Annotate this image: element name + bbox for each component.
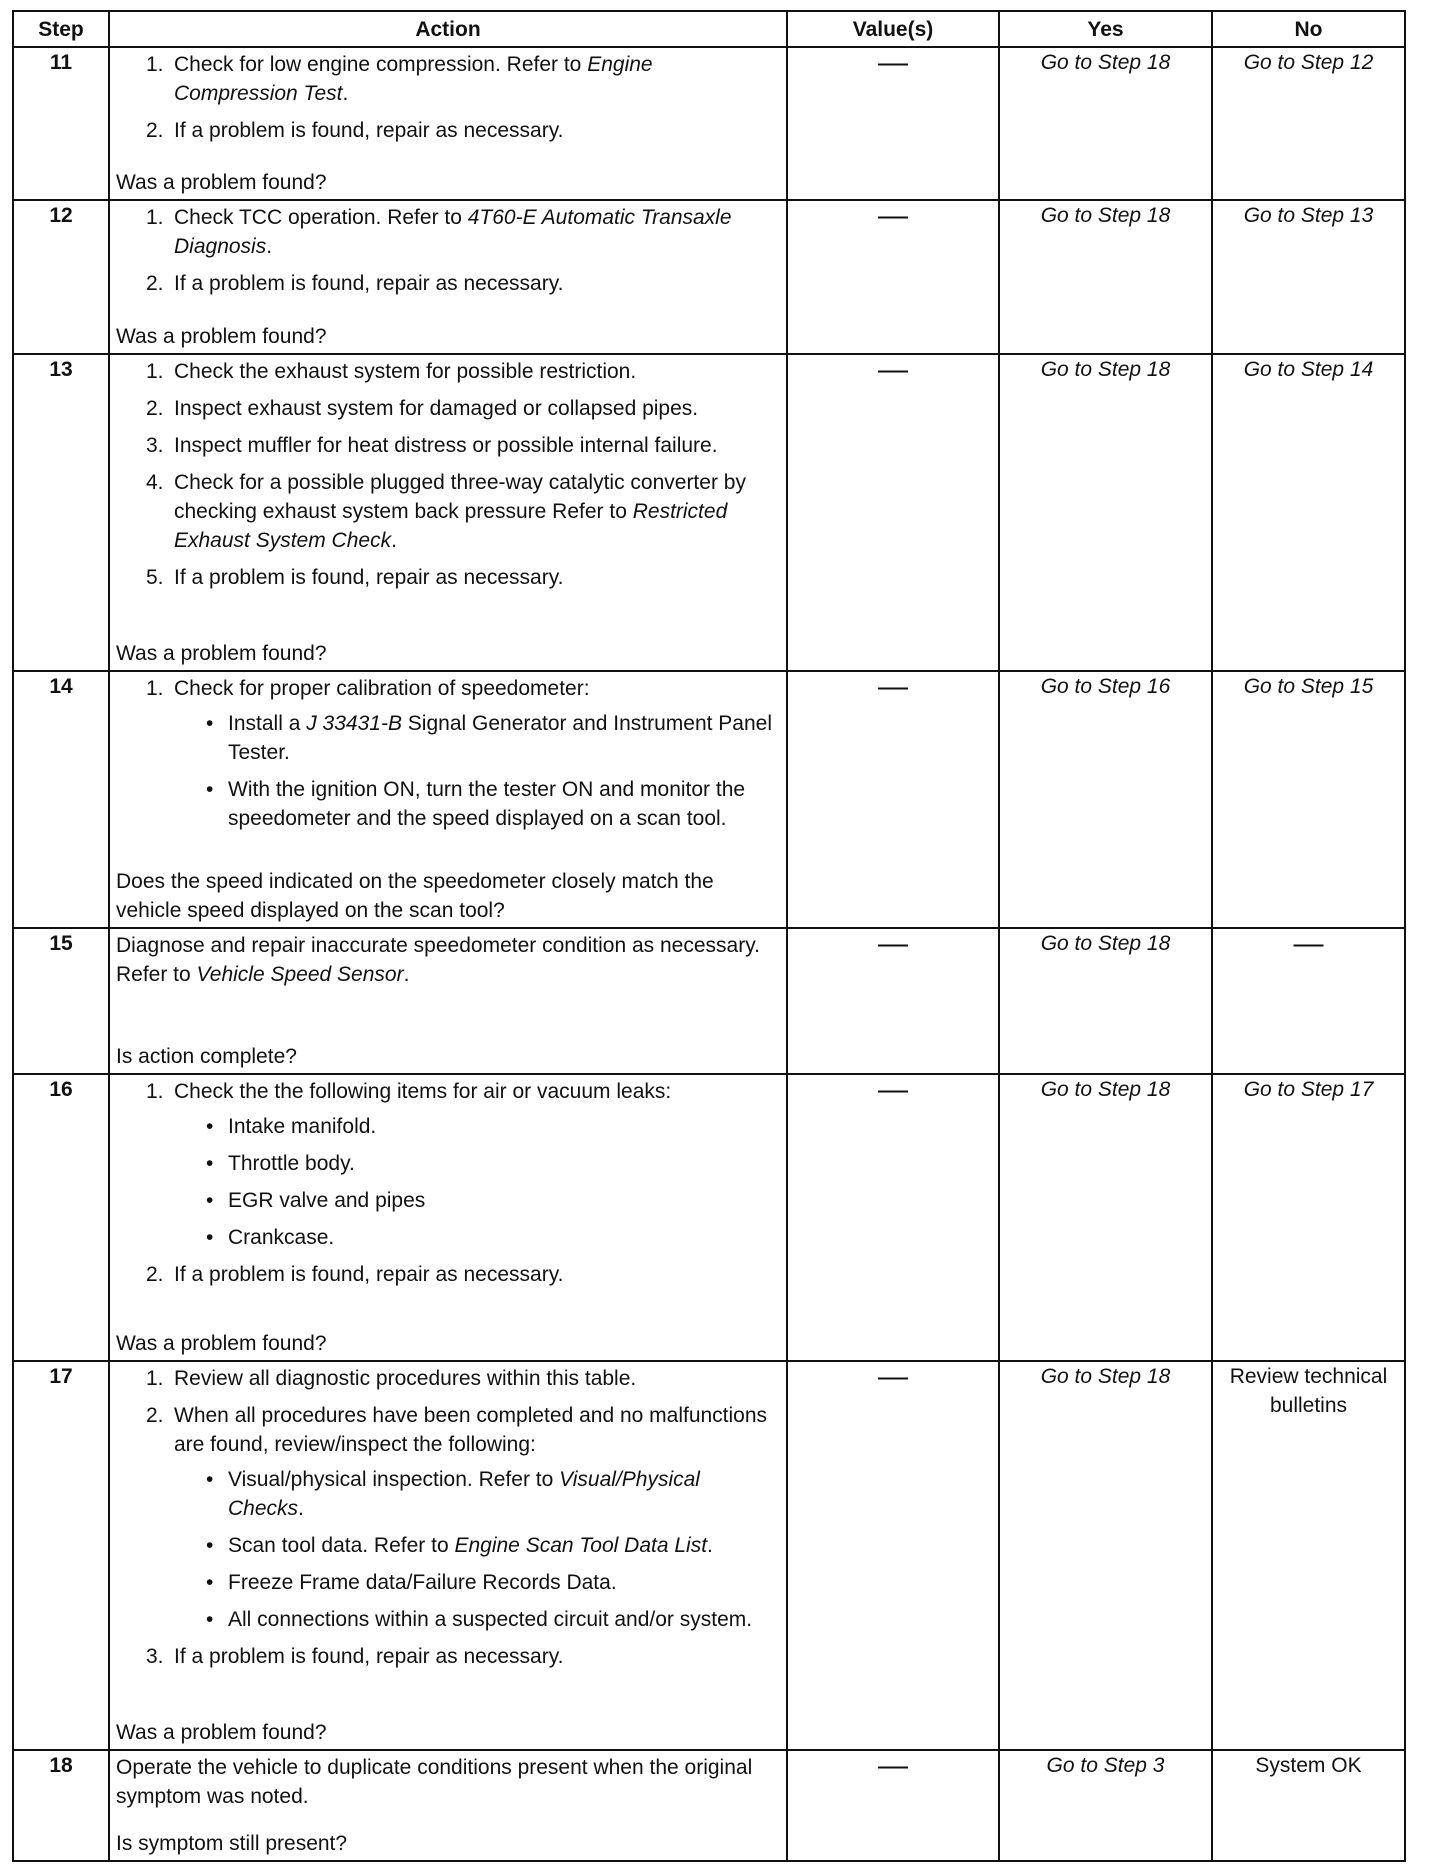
bullet-item: • EGR valve and pipes bbox=[204, 1186, 780, 1215]
bullet-item: • Visual/physical inspection. Refer to Visual/Physical Checks. bbox=[204, 1465, 780, 1523]
yes-action[interactable]: Go to Step 18 bbox=[999, 354, 1212, 672]
action-cell bbox=[109, 200, 787, 353]
header-no: No bbox=[1212, 11, 1405, 47]
action-cell bbox=[109, 671, 787, 928]
table-row-step-11 bbox=[13, 47, 1405, 200]
list-item: 1. Check the the following items for air or vacuum leaks: • Intake manifold. • Throttle body. • EGR valve and pipes • Crankcase. bbox=[146, 1077, 780, 1252]
no-action[interactable]: Go to Step 12 bbox=[1212, 47, 1405, 200]
table-row-step-13 bbox=[13, 354, 1405, 672]
item-text: Check for a possible plugged three-way catalytic converter by checking exhaust system back pressure Refer to bbox=[174, 470, 746, 523]
no-action bbox=[1212, 928, 1405, 1075]
list-item: 2. When all procedures have been completed and no malfunctions are found, review/inspect the following: • Visual/physical inspection. Refer to Visual/Physical Checks. • Scan tool data. Refer to Engine Scan Tool Data List. • Freeze Frame data/Failure Records Data. • All connections within a suspected circuit and/or system. bbox=[146, 1401, 780, 1634]
no-action[interactable]: Go to Step 14 bbox=[1212, 354, 1405, 672]
table-row-step-14 bbox=[13, 671, 1405, 928]
bullet-item: • Crankcase. bbox=[204, 1223, 780, 1252]
reference-link[interactable]: Visual/Physical Checks bbox=[228, 1468, 700, 1521]
header-values: Value(s) bbox=[787, 11, 999, 47]
question-text: Does the speed indicated on the speedometer closely match the vehicle speed displayed on the scan tool? bbox=[116, 869, 714, 922]
reference-link[interactable]: Engine Scan Tool Data List bbox=[454, 1534, 708, 1558]
step-number: 14 bbox=[13, 671, 109, 928]
list-item: 2. If a problem is found, repair as necessary. bbox=[146, 272, 564, 296]
value-cell: — bbox=[787, 200, 999, 353]
list-item: 1. Check for low engine compression. Refer to Engine Compression Test. bbox=[146, 53, 653, 105]
diagnostic-table bbox=[12, 10, 1406, 1862]
bullet-text: Install a bbox=[228, 712, 307, 736]
step-number: 16 bbox=[13, 1074, 109, 1361]
item-text: Review all diagnostic procedures within this table. bbox=[174, 1367, 637, 1391]
action-text: Operate the vehicle to duplicate conditions present when the original symptom was noted. bbox=[116, 1755, 753, 1808]
yes-action[interactable]: Go to Step 18 bbox=[999, 47, 1212, 200]
bullet-text: Visual/physical inspection. Refer to bbox=[228, 1468, 560, 1492]
item-text: Check TCC operation. Refer to bbox=[174, 206, 468, 230]
item-text: If a problem is found, repair as necessary. bbox=[174, 1263, 564, 1287]
item-text: If a problem is found, repair as necessary. bbox=[174, 272, 564, 296]
action-cell bbox=[109, 47, 787, 200]
header-action: Action bbox=[109, 11, 787, 47]
item-text: If a problem is found, repair as necessary. bbox=[174, 119, 564, 142]
step-number: 15 bbox=[13, 928, 109, 1075]
item-text: When all procedures have been completed and no malfunctions are found, review/inspect the following: bbox=[174, 1404, 768, 1457]
yes-action[interactable]: Go to Step 18 bbox=[999, 200, 1212, 353]
tool-reference: J 33431-B bbox=[306, 712, 402, 736]
table-row-step-17 bbox=[13, 1361, 1405, 1750]
no-action[interactable]: Go to Step 15 bbox=[1212, 671, 1405, 928]
table-row-step-18 bbox=[13, 1750, 1405, 1861]
item-text: Check the exhaust system for possible restriction. bbox=[174, 359, 637, 383]
reference-link[interactable]: Vehicle Speed Sensor bbox=[196, 962, 404, 986]
list-item: 4. Check for a possible plugged three-way catalytic converter by checking exhaust system back pressure Refer to Restricted Exhaust System Check. bbox=[146, 470, 746, 552]
item-text: Check the the following items for air or vacuum leaks: bbox=[174, 1080, 672, 1104]
question-text: Is symptom still present? bbox=[116, 1832, 348, 1855]
item-text: Inspect muffler for heat distress or possible internal failure. bbox=[174, 433, 718, 457]
yes-action[interactable]: Go to Step 3 bbox=[999, 1750, 1212, 1861]
value-cell: — bbox=[787, 928, 999, 1075]
header-row bbox=[13, 11, 1405, 47]
action-cell bbox=[109, 354, 787, 672]
table-row-step-16 bbox=[13, 1074, 1405, 1361]
table-row-step-15 bbox=[13, 928, 1405, 1075]
list-item: 1. Review all diagnostic procedures within this table. bbox=[146, 1367, 637, 1391]
bullet-item bbox=[204, 775, 780, 833]
bullet-item bbox=[204, 709, 780, 767]
list-item: 1. Check for proper calibration of speedometer: • Install a J 33431-B Signal Generator and Instrument Panel Tester. • With the ignition ON, turn the tester ON and monitor the speedometer and the speed displayed on a scan tool. bbox=[146, 674, 780, 833]
bullet-text: Signal Generator and Instrument Panel Tester. bbox=[228, 712, 773, 765]
reference-link[interactable]: Restricted Exhaust System Check bbox=[174, 499, 728, 552]
step-number: 12 bbox=[13, 200, 109, 353]
action-text: Diagnose and repair inaccurate speedometer condition as necessary. Refer to Vehicle Speed Sensor. bbox=[116, 933, 760, 986]
table-row-step-12 bbox=[13, 200, 1405, 353]
reference-link[interactable]: 4T60-E Automatic Transaxle Diagnosis bbox=[174, 206, 732, 259]
header-step: Step bbox=[13, 11, 109, 47]
bullet-item: • Scan tool data. Refer to Engine Scan Tool Data List. bbox=[204, 1531, 780, 1560]
action-cell bbox=[109, 1074, 787, 1361]
question-text: Was a problem found? bbox=[116, 171, 327, 195]
value-cell: — bbox=[787, 671, 999, 928]
action-text-body: Diagnose and repair inaccurate speedometer condition as necessary. Refer to bbox=[116, 933, 760, 986]
no-action[interactable]: Go to Step 13 bbox=[1212, 200, 1405, 353]
no-action[interactable]: Go to Step 17 bbox=[1212, 1074, 1405, 1361]
value-cell: — bbox=[787, 354, 999, 672]
item-text: Inspect exhaust system for damaged or collapsed pipes. bbox=[174, 396, 699, 420]
reference-link[interactable]: Engine Compression Test bbox=[174, 53, 653, 105]
question-text: Was a problem found? bbox=[116, 1720, 327, 1744]
value-cell: — bbox=[787, 1361, 999, 1750]
action-cell bbox=[109, 1361, 787, 1750]
bullet-item: • All connections within a suspected circuit and/or system. bbox=[204, 1605, 780, 1634]
bullet-text: Scan tool data. Refer to bbox=[228, 1534, 455, 1558]
list-item: 5. If a problem is found, repair as necessary. bbox=[146, 565, 564, 589]
bullet-item: • Freeze Frame data/Failure Records Data. bbox=[204, 1568, 780, 1597]
item-text: Check for proper calibration of speedometer: bbox=[174, 677, 590, 701]
list-item: 2. If a problem is found, repair as necessary. bbox=[146, 1263, 564, 1287]
yes-action[interactable]: Go to Step 18 bbox=[999, 1361, 1212, 1750]
item-text: If a problem is found, repair as necessary. bbox=[174, 1645, 564, 1669]
no-action[interactable]: System OK bbox=[1212, 1750, 1405, 1861]
question-text: Was a problem found? bbox=[116, 642, 327, 666]
yes-action[interactable]: Go to Step 18 bbox=[999, 928, 1212, 1075]
question-text: Was a problem found? bbox=[116, 324, 327, 348]
question-text: Is action complete? bbox=[116, 1045, 297, 1069]
list-item: 1. Check TCC operation. Refer to 4T60-E Automatic Transaxle Diagnosis. bbox=[146, 206, 732, 259]
yes-action[interactable]: Go to Step 16 bbox=[999, 671, 1212, 928]
item-text: If a problem is found, repair as necessary. bbox=[174, 565, 564, 589]
yes-action[interactable]: Go to Step 18 bbox=[999, 1074, 1212, 1361]
list-item: 2. Inspect exhaust system for damaged or collapsed pipes. bbox=[146, 396, 699, 420]
step-number: 18 bbox=[13, 1750, 109, 1861]
list-item: 1. Check the exhaust system for possible restriction. bbox=[146, 359, 637, 383]
step-number: 11 bbox=[13, 47, 109, 200]
item-text: Check for low engine compression. Refer to bbox=[174, 53, 588, 76]
step-number: 17 bbox=[13, 1361, 109, 1750]
action-cell bbox=[109, 928, 787, 1075]
value-cell: — bbox=[787, 1750, 999, 1861]
step-number: 13 bbox=[13, 354, 109, 672]
bullet-item: • Intake manifold. bbox=[204, 1112, 780, 1141]
no-action-dash: — bbox=[1293, 926, 1324, 960]
header-yes: Yes bbox=[999, 11, 1212, 47]
no-action[interactable]: Review technical bulletins bbox=[1212, 1361, 1405, 1750]
bullet-text: With the ignition ON, turn the tester ON and monitor the speedometer and the speed displayed on a scan tool. bbox=[228, 778, 746, 831]
list-item: 3. If a problem is found, repair as necessary. bbox=[146, 1645, 564, 1669]
value-cell: — bbox=[787, 47, 999, 200]
value-cell: — bbox=[787, 1074, 999, 1361]
list-item: 3. Inspect muffler for heat distress or possible internal failure. bbox=[146, 433, 718, 457]
bullet-item: • Throttle body. bbox=[204, 1149, 780, 1178]
list-item: 2. If a problem is found, repair as necessary. bbox=[146, 119, 564, 142]
action-cell bbox=[109, 1750, 787, 1861]
question-text: Was a problem found? bbox=[116, 1332, 327, 1356]
